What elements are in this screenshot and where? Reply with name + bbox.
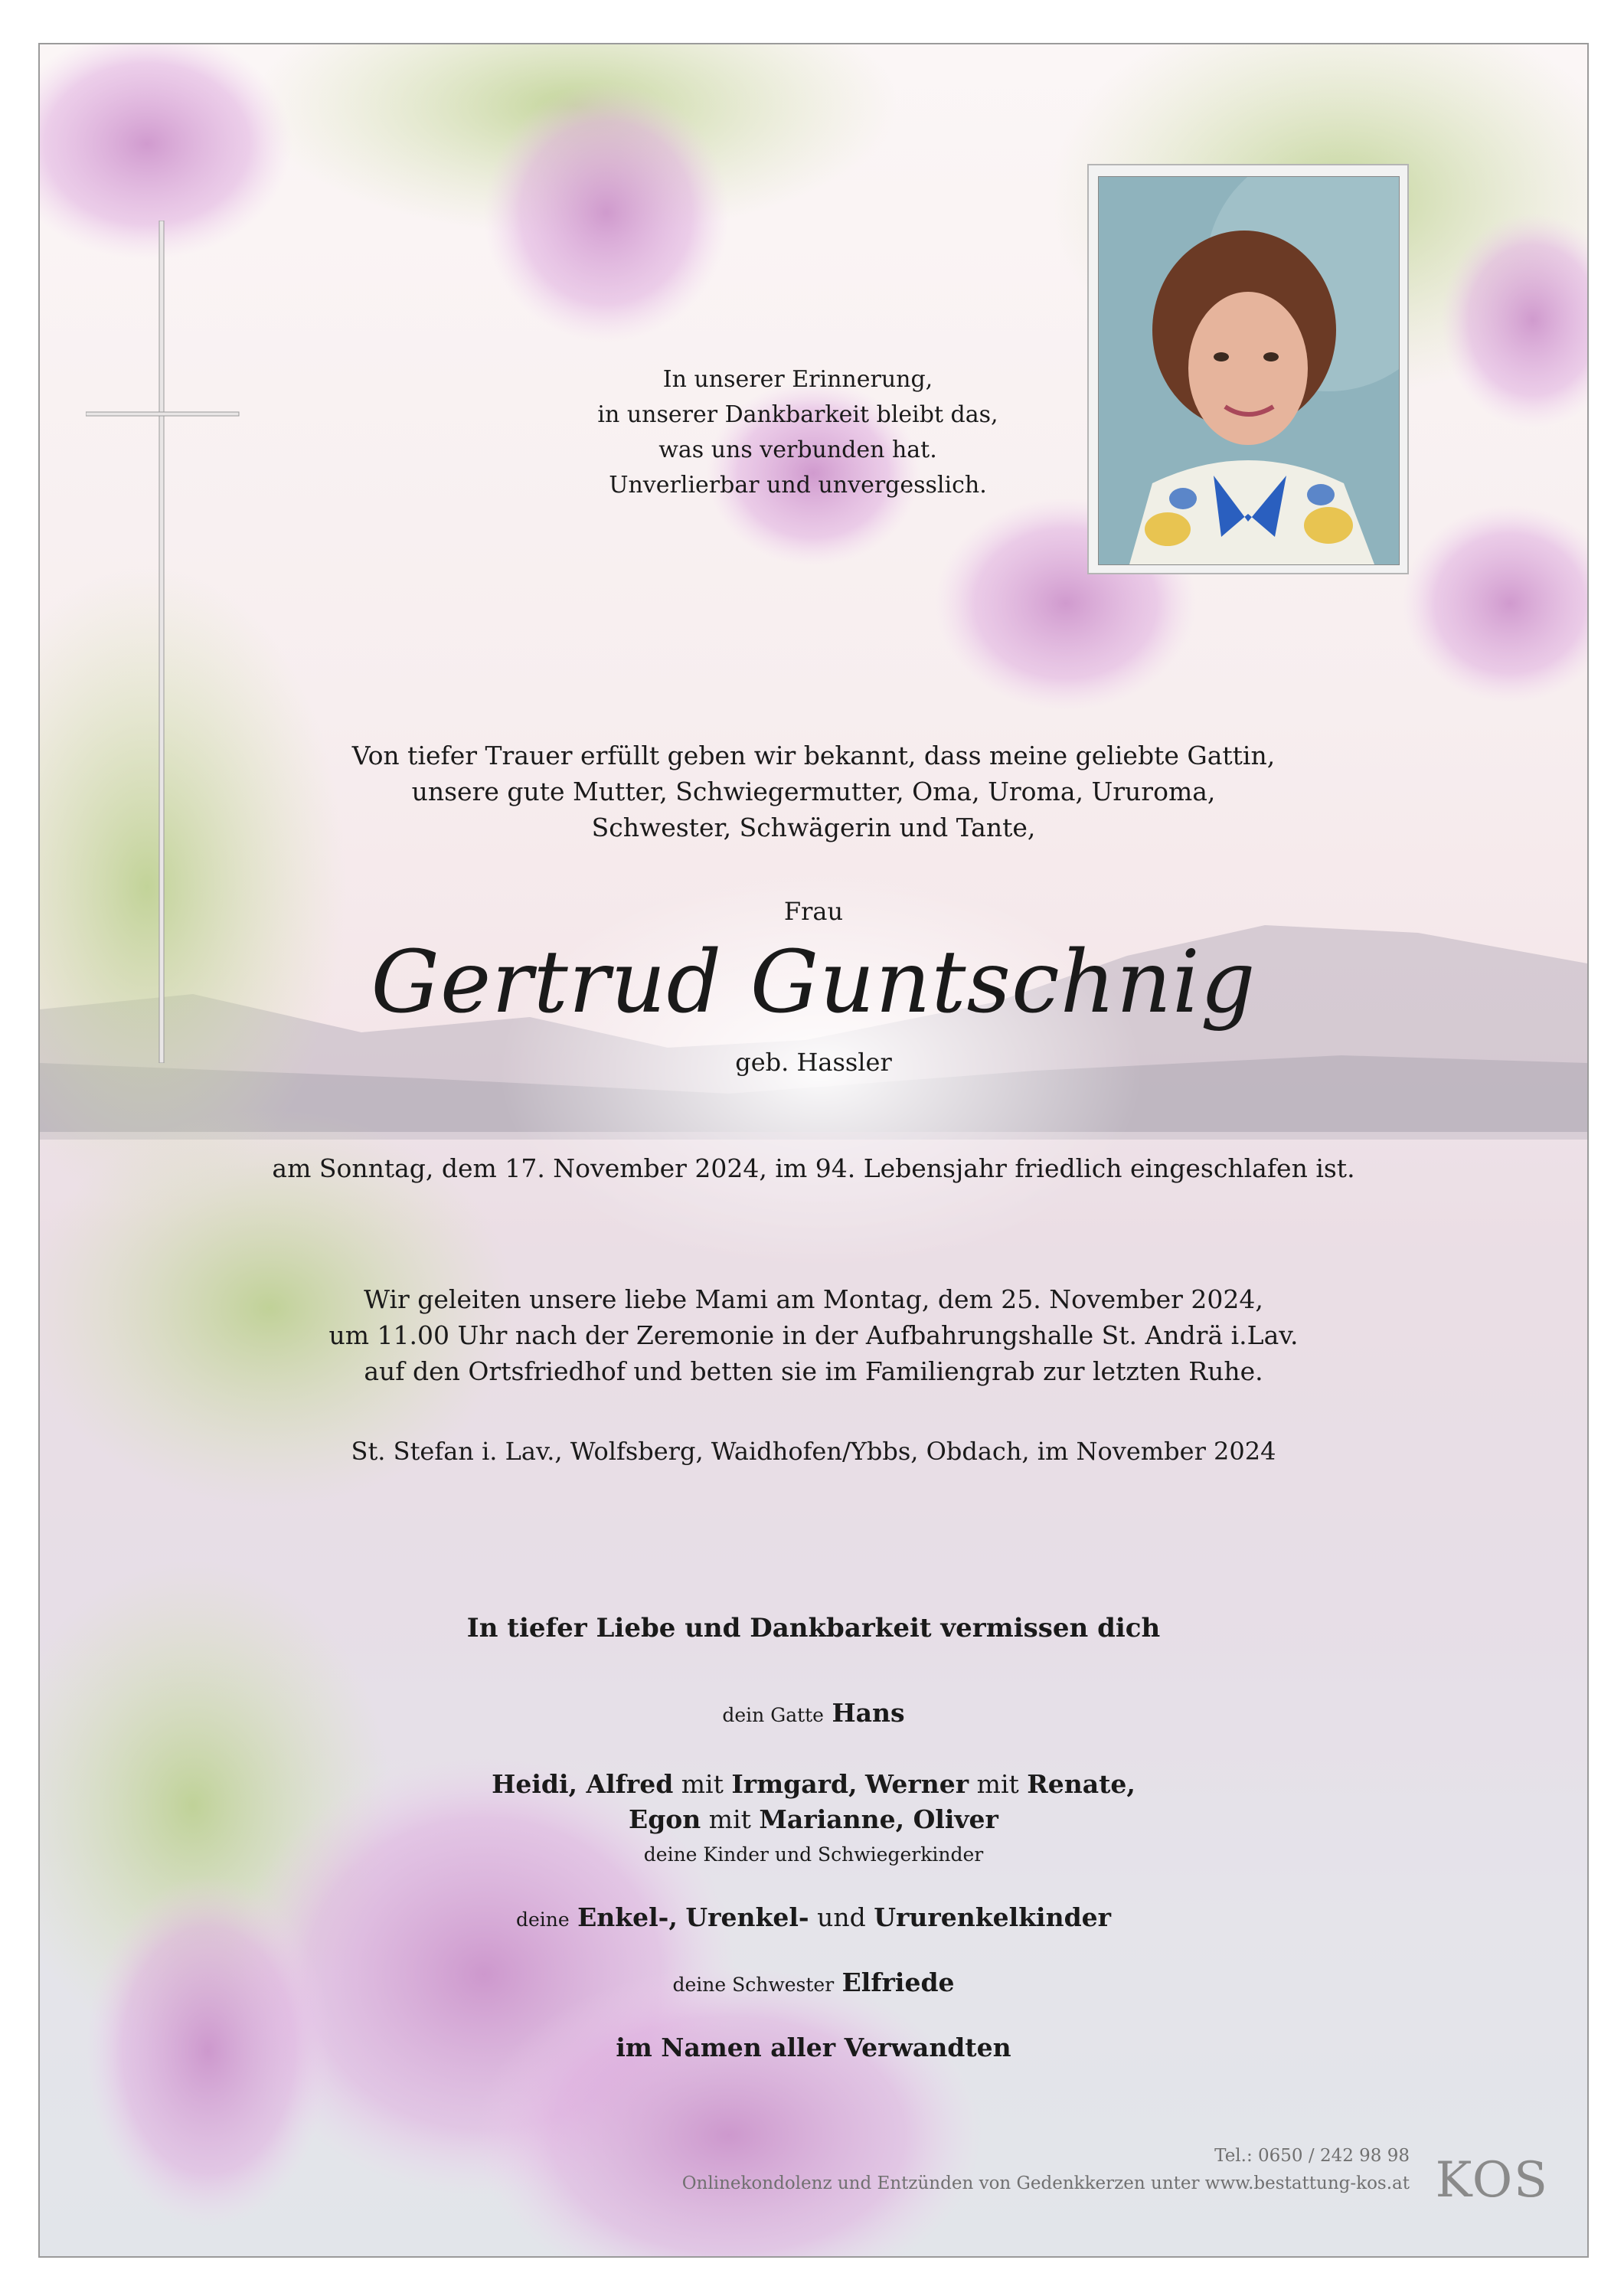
child-names: Irmgard, — [731, 1769, 858, 1799]
connector: und — [817, 1902, 866, 1932]
footer-online: Onlinekondolenz und Entzünden von Gedenkkerzen unter www.bestattung-kos.at — [681, 2173, 1410, 2193]
memorial-poem — [438, 362, 1158, 503]
child-names: Egon — [629, 1804, 701, 1834]
grandchildren-prefix: deine — [515, 1908, 570, 1931]
funeral-line: auf den Ortsfriedhof und betten sie im Familiengrab zur letzten Ruhe. — [364, 1356, 1263, 1386]
husband-name: Hans — [832, 1698, 905, 1728]
funeral-line: Wir geleiten unsere liebe Mami am Montag, dem 25. November 2024, — [364, 1284, 1263, 1314]
kos-logo: KOS — [1435, 2152, 1549, 2209]
husband-prefix: dein Gatte — [722, 1704, 824, 1726]
salutation: Frau — [783, 897, 844, 926]
connector: mit — [681, 1769, 724, 1799]
deceased-name: Gertrud Guntschnig — [371, 933, 1256, 1032]
poem-line: Unverlierbar und unvergesslich. — [609, 472, 987, 499]
funeral-line: um 11.00 Uhr nach der Zeremonie in der Aufbahrungshalle St. Andrä i.Lav. — [328, 1320, 1299, 1350]
child-names: Marianne, Oliver — [759, 1804, 998, 1834]
connector: mit — [976, 1769, 1019, 1799]
announcement-line: Von tiefer Trauer erfüllt geben wir bekannt, dass meine geliebte Gattin, — [351, 741, 1276, 770]
poem-line: was uns verbunden hat. — [658, 437, 937, 463]
announcement — [40, 738, 1587, 845]
family-list — [40, 1696, 1587, 2065]
place-date: St. Stefan i. Lav., Wolfsberg, Waidhofen/Ybbs, Obdach, im November 2024 — [351, 1437, 1276, 1466]
poem-line: in unserer Dankbarkeit bleibt das, — [597, 401, 998, 428]
children-line — [40, 1802, 1587, 1837]
child-names: Heidi, Alfred — [492, 1769, 674, 1799]
announcement-line: unsere gute Mutter, Schwiegermutter, Oma, Uroma, Ururoma, — [411, 777, 1216, 806]
funeral-details — [40, 1281, 1587, 1389]
obituary-card — [38, 43, 1589, 2258]
children-caption: deine Kinder und Schwiegerkinder — [643, 1843, 984, 1866]
child-names: Werner — [865, 1769, 969, 1799]
relatives-line: im Namen aller Verwandten — [616, 2033, 1011, 2062]
sister-name: Elfriede — [841, 1967, 955, 1997]
death-notice: am Sonntag, dem 17. November 2024, im 94. Lebensjahr friedlich eingeschlafen ist. — [272, 1153, 1355, 1183]
children-line — [40, 1767, 1587, 1802]
mourners-heading: In tiefer Liebe und Dankbarkeit vermissen dich — [466, 1613, 1161, 1644]
sister-line — [40, 1965, 1587, 2003]
grandchildren-word: Enkel-, — [577, 1902, 678, 1932]
sister-prefix: deine Schwester — [672, 1974, 835, 1996]
husband-line — [40, 1696, 1587, 1733]
birth-name: geb. Hassler — [735, 1048, 892, 1077]
child-names: Renate, — [1027, 1769, 1135, 1799]
grandchildren-word: Ururenkelkinder — [874, 1902, 1112, 1932]
grandchildren-line — [40, 1900, 1587, 1938]
connector: mit — [708, 1804, 751, 1834]
announcement-line: Schwester, Schwägerin und Tante, — [591, 813, 1036, 842]
grandchildren-word: Urenkel- — [685, 1902, 809, 1932]
footer-phone: Tel.: 0650 / 242 98 98 — [1214, 2146, 1410, 2166]
poem-line: In unserer Erinnerung, — [662, 366, 933, 393]
